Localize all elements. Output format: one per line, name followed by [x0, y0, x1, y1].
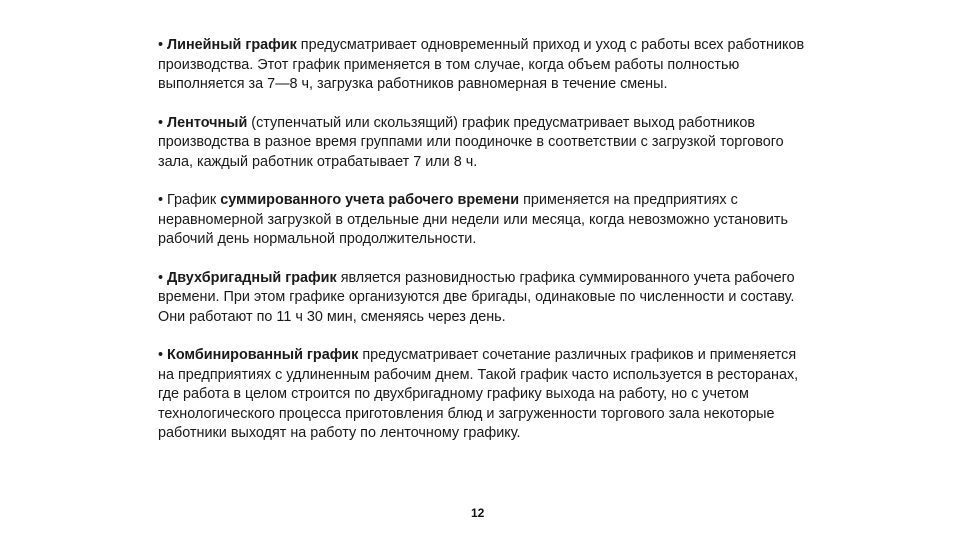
bullet: •	[158, 114, 164, 131]
paragraph-two-brigade-schedule	[158, 269, 808, 328]
page-number: 12	[471, 506, 485, 520]
paragraph-prefix: График	[167, 192, 221, 208]
paragraph-term: Двухбригадный график	[167, 269, 337, 286]
paragraph-term: Комбинированный график	[167, 347, 359, 363]
paragraph-body: предусматривает одновременный приход и уход с работы всех работников производства. Этот график применяется в том случае, когда объем работы полностью выполняется за 7—8 ч, загрузка работников равномерная в течение смены.	[158, 37, 805, 92]
paragraph-linear-schedule	[158, 36, 808, 95]
paragraph-ribbon-schedule	[158, 114, 808, 173]
paragraph-body: (ступенчатый или скользящий) график предусматривает выход работников производства в разное время группами или поодиночке в соответствии с загрузкой торгового зала, каждый работник отрабатывает 7 или 8 ч.	[158, 114, 784, 170]
paragraph-body: применяется на предприятиях с неравномерной загрузкой в отдельные дни недели или месяца, когда невозможно установить рабочий день нормальной продолжительности.	[158, 192, 788, 247]
bullet: •	[158, 37, 164, 53]
bullet: •	[158, 347, 164, 363]
paragraph-combined-schedule	[158, 346, 808, 444]
content-block	[158, 36, 808, 444]
paragraph-body: предусматривает сочетание различных графиков и применяется на предприятиях с удлиненным рабочим днем. Такой график часто используется в ресторанах, где работа в целом строится по двухбригадному графику выхода на работу, но с учетом технологического процесса приготовления блюд и загруженности торгового зала некоторые работники выходят на работу по ленточному графику.	[158, 347, 799, 441]
bullet: •	[158, 192, 164, 208]
paragraph-summarized-schedule	[158, 191, 808, 250]
bullet: •	[158, 269, 164, 286]
paragraph-term: суммированного учета рабочего времени	[220, 192, 520, 208]
paragraph-term: Ленточный	[167, 114, 248, 131]
paragraph-body: является разновидностью графика суммированного учета рабочего времени. При этом графике организуются две бригады, одинаковые по численности и составу. Они работают по 11 ч 30 мин, сменяясь через день.	[158, 269, 795, 325]
paragraph-term: Линейный график	[167, 37, 297, 53]
